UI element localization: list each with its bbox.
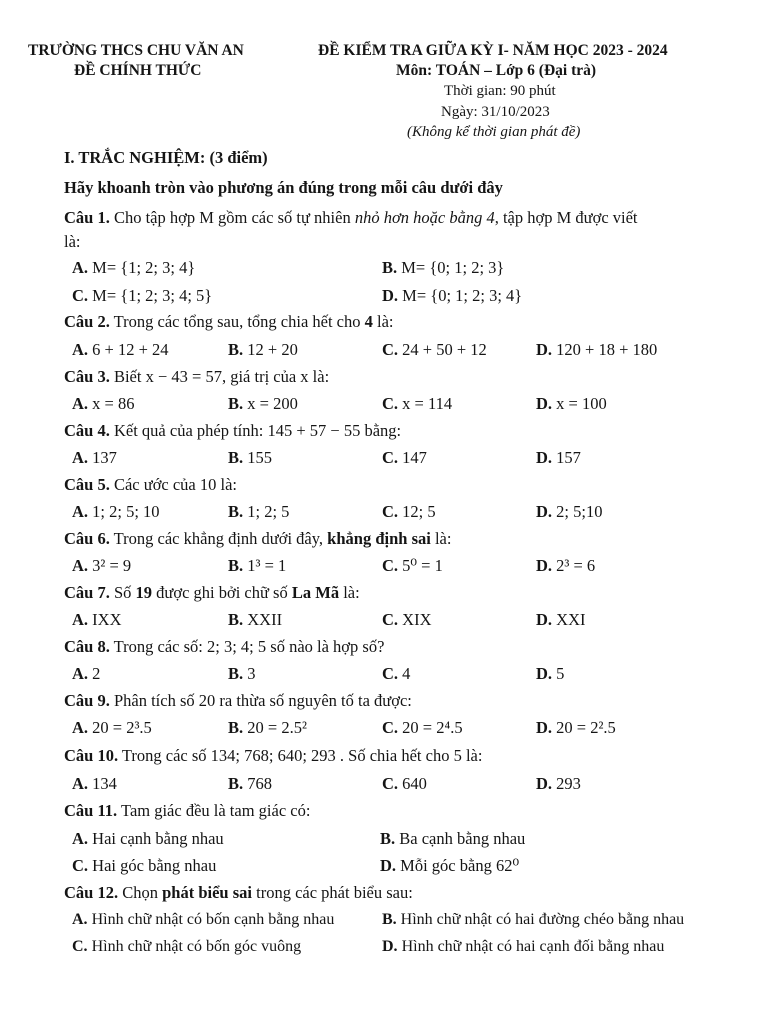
question-12: Câu 12. Chọn phát biểu sai trong các phát biểu sau:: [64, 883, 413, 902]
option-a[interactable]: A. 137: [72, 448, 117, 467]
option-d[interactable]: D. Mỗi góc bằng 62⁰: [380, 856, 520, 875]
question-label: Câu 5.: [64, 475, 110, 494]
option-d[interactable]: D. 5: [536, 664, 565, 683]
option-c[interactable]: C. 147: [382, 448, 427, 467]
question-emphasis: nhỏ hơn hoặc bằng 4: [354, 208, 495, 227]
question-label: Câu 3.: [64, 367, 110, 386]
option-c[interactable]: C. 12; 5: [382, 502, 436, 521]
option-d[interactable]: D. 293: [536, 774, 581, 793]
option-a[interactable]: A. 6 + 12 + 24: [72, 340, 169, 359]
question-label: Câu 1.: [64, 208, 110, 227]
option-a[interactable]: A. x = 86: [72, 394, 135, 413]
option-b[interactable]: B. 155: [228, 448, 273, 467]
question-label: Câu 2.: [64, 312, 110, 331]
option-c[interactable]: C. 24 + 50 + 12: [382, 340, 487, 359]
option-b[interactable]: B. M= {0; 1; 2; 3}: [382, 258, 505, 277]
option-d[interactable]: D. x = 100: [536, 394, 607, 413]
question-10: Câu 10. Trong các số 134; 768; 640; 293 . Số chia hết cho 5 là:: [64, 746, 483, 765]
option-c[interactable]: C. Hình chữ nhật có bốn góc vuông: [72, 938, 302, 955]
duration-line: Thời gian: 90 phút: [444, 83, 556, 99]
question-1-continuation: là:: [64, 232, 81, 251]
option-d[interactable]: D. XXI: [536, 610, 586, 629]
option-b[interactable]: B. Ba cạnh bằng nhau: [380, 829, 526, 848]
subject-line: Môn: TOÁN – Lớp 6 (Đại trà): [396, 62, 597, 79]
question-text: , tập hợp M được viết: [494, 208, 638, 227]
question-7: Câu 7. Số 19 được ghi bởi chữ số La Mã là:: [64, 583, 360, 602]
question-label: Câu 10.: [64, 746, 119, 765]
option-c[interactable]: C. x = 114: [382, 394, 453, 413]
option-d[interactable]: D. Hình chữ nhật có hai cạnh đối bằng nhau: [382, 938, 665, 955]
option-a[interactable]: A. M= {1; 2; 3; 4}: [72, 258, 196, 277]
option-b[interactable]: B. 1; 2; 5: [228, 502, 290, 521]
option-b[interactable]: B. 3: [228, 664, 256, 683]
option-a[interactable]: A. 1; 2; 5; 10: [72, 502, 160, 521]
option-c[interactable]: C. Hai góc bằng nhau: [72, 856, 217, 875]
question-9: Câu 9. Phân tích số 20 ra thừa số nguyên tố ta được:: [64, 691, 412, 710]
option-d[interactable]: D. 157: [536, 448, 581, 467]
question-label: Câu 8.: [64, 637, 110, 656]
question-label: Câu 11.: [64, 801, 118, 820]
question-5: Câu 5. Các ước của 10 là:: [64, 475, 238, 494]
option-c[interactable]: C. 20 = 2⁴.5: [382, 718, 463, 737]
option-a[interactable]: A. Hai cạnh bằng nhau: [72, 829, 224, 848]
option-a[interactable]: A. 2: [72, 664, 101, 683]
option-d[interactable]: D. 20 = 2².5: [536, 718, 616, 737]
option-d[interactable]: D. 2; 5;10: [536, 502, 603, 521]
option-c[interactable]: C. 4: [382, 664, 411, 683]
section-instruction: Hãy khoanh tròn vào phương án đúng trong mỗi câu dưới đây: [64, 178, 503, 197]
question-8: Câu 8. Trong các số: 2; 3; 4; 5 số nào là hợp số?: [64, 637, 385, 656]
option-b[interactable]: B. x = 200: [228, 394, 298, 413]
question-3: Câu 3. Biết x − 43 = 57, giá trị của x là:: [64, 367, 330, 386]
question-label: Câu 4.: [64, 421, 110, 440]
option-a[interactable]: A. 134: [72, 774, 117, 793]
option-c[interactable]: C. 5⁰ = 1: [382, 556, 443, 575]
option-b[interactable]: B. 20 = 2.5²: [228, 718, 307, 737]
option-a[interactable]: A. IXX: [72, 610, 122, 629]
question-label: Câu 6.: [64, 529, 110, 548]
option-d[interactable]: D. 2³ = 6: [536, 556, 596, 575]
option-b[interactable]: B. 1³ = 1: [228, 556, 287, 575]
option-a[interactable]: A. 20 = 2³.5: [72, 718, 152, 737]
option-d[interactable]: D. 120 + 18 + 180: [536, 340, 658, 359]
question-6: Câu 6. Trong các khẳng định dưới đây, khẳng định sai là:: [64, 529, 452, 548]
section-title: I. TRẮC NGHIỆM: (3 điểm): [64, 148, 268, 167]
option-a[interactable]: A. 3² = 9: [72, 556, 132, 575]
option-a[interactable]: A. Hình chữ nhật có bốn cạnh bằng nhau: [72, 911, 335, 928]
option-b[interactable]: B. 12 + 20: [228, 340, 298, 359]
question-1: [64, 208, 638, 228]
exam-title: ĐỀ KIỂM TRA GIỮA KỲ I- NĂM HỌC 2023 - 2024: [318, 42, 668, 59]
option-c[interactable]: C. M= {1; 2; 3; 4; 5}: [72, 286, 213, 305]
date-line: Ngày: 31/10/2023: [441, 104, 550, 120]
question-2: Câu 2. Trong các tổng sau, tổng chia hết cho 4 là:: [64, 312, 394, 331]
note-line: (Không kể thời gian phát đề): [407, 124, 581, 140]
option-c[interactable]: C. 640: [382, 774, 427, 793]
official-label: ĐỀ CHÍNH THỨC: [74, 62, 202, 79]
option-d[interactable]: D. M= {0; 1; 2; 3; 4}: [382, 286, 523, 305]
question-label: Câu 7.: [64, 583, 110, 602]
question-label: Câu 12.: [64, 883, 119, 902]
option-b[interactable]: B. XXII: [228, 610, 283, 629]
question-text: Cho tập hợp M gồm các số tự nhiên: [109, 208, 355, 227]
option-c[interactable]: C. XIX: [382, 610, 432, 629]
option-b[interactable]: B. Hình chữ nhật có hai đường chéo bằng nhau: [382, 911, 685, 928]
question-11: Câu 11. Tam giác đều là tam giác có:: [64, 801, 311, 820]
option-b[interactable]: B. 768: [228, 774, 273, 793]
school-name: TRƯỜNG THCS CHU VĂN AN: [28, 42, 244, 59]
question-label: Câu 9.: [64, 691, 110, 710]
question-4: Câu 4. Kết quả của phép tính: 145 + 57 − 55 bằng:: [64, 421, 402, 440]
